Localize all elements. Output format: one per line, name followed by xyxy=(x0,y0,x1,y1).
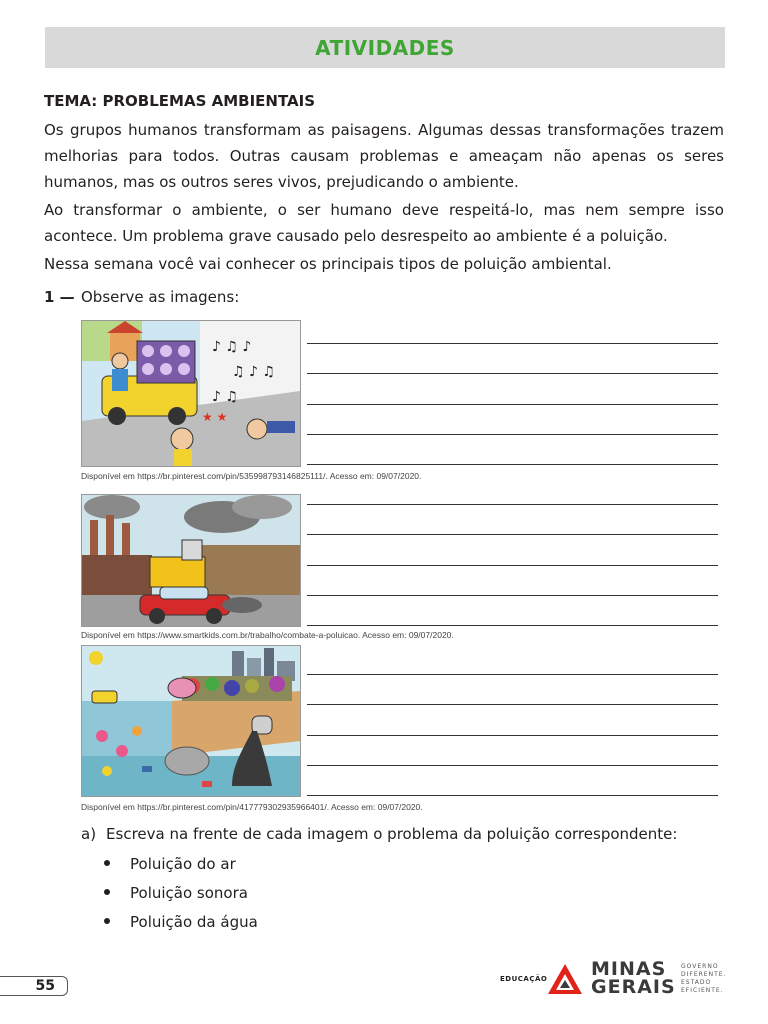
air-pollution-cartoon-image xyxy=(81,494,301,627)
page-number: 55 xyxy=(0,976,68,996)
image-3-caption: Disponível em https://br.pinterest.com/pin/417779302935966401/. Acesso em: 09/07/2020. xyxy=(81,802,423,812)
answer-line[interactable] xyxy=(307,595,718,596)
answer-line[interactable] xyxy=(307,795,718,796)
sub-question-a xyxy=(81,825,677,843)
answer-line[interactable] xyxy=(307,464,718,465)
question-text: Observe as imagens: xyxy=(81,288,240,306)
bullet-icon xyxy=(104,889,110,895)
intro-paragraph-2: Ao transformar o ambiente, o ser humano deve respeitá-lo, mas nem sempre isso acontece. Um problema grave causado pelo desrespeito ao ambiente é a poluição. xyxy=(44,201,724,245)
answer-line[interactable] xyxy=(307,625,718,626)
minas-gerais-logo xyxy=(500,960,730,1000)
image-1-caption: Disponível em https://br.pinterest.com/pin/535998793146825111/. Acesso em: 09/07/2020. xyxy=(81,471,422,481)
image-2-caption: Disponível em https://www.smartkids.com.br/trabalho/combate-a-poluicao. Acesso em: 09/07/2020. xyxy=(81,630,454,640)
answer-line[interactable] xyxy=(307,704,718,705)
government-slogan: GOVERNO DIFERENTE. ESTADO EFICIENTE. xyxy=(681,963,727,994)
bullet-icon xyxy=(104,918,110,924)
list-item: Poluição da água xyxy=(104,910,258,939)
answer-line[interactable] xyxy=(307,565,718,566)
answer-line[interactable] xyxy=(307,404,718,405)
logo-wordmark: MINAS GERAIS xyxy=(591,958,676,998)
water-pollution-cartoon-image xyxy=(81,645,301,797)
list-item: Poluição do ar xyxy=(104,852,258,881)
education-label: EDUCAÇÃO xyxy=(500,975,548,983)
answer-line[interactable] xyxy=(307,373,718,374)
list-item: Poluição sonora xyxy=(104,881,258,910)
bullet-icon xyxy=(104,860,110,866)
answer-line[interactable] xyxy=(307,534,718,535)
answer-line[interactable] xyxy=(307,343,718,344)
svg-text:♪ ♫: ♪ ♫ xyxy=(212,389,238,405)
svg-text:★ ★: ★ ★ xyxy=(202,410,228,424)
sub-question-label: a) xyxy=(81,825,97,843)
question-number: 1 — xyxy=(44,288,75,306)
answer-line[interactable] xyxy=(307,434,718,435)
intro-paragraph-1: Os grupos humanos transformam as paisagens. Algumas dessas transformações trazem melhorias para todos. Outras causam problemas e ameaçam não apenas os seres humanos, mas os outros seres vivos, prejudicando o ambiente. xyxy=(44,121,724,191)
svg-text:♪ ♫ ♪: ♪ ♫ ♪ xyxy=(212,339,252,355)
svg-text:♫ ♪ ♫: ♫ ♪ ♫ xyxy=(232,364,275,380)
page-title: ATIVIDADES xyxy=(315,35,455,60)
options-list xyxy=(104,852,258,939)
intro-paragraph-3: Nessa semana você vai conhecer os principais tipos de poluição ambiental. xyxy=(44,255,612,273)
minas-gerais-triangle-icon xyxy=(548,964,582,994)
answer-line[interactable] xyxy=(307,735,718,736)
answer-line[interactable] xyxy=(307,765,718,766)
header-bar xyxy=(45,27,725,68)
theme-heading: TEMA: PROBLEMAS AMBIENTAIS xyxy=(44,92,316,110)
noise-pollution-cartoon-image xyxy=(81,320,301,467)
sub-question-text: Escreva na frente de cada imagem o problema da poluição correspondente: xyxy=(106,825,678,843)
answer-line[interactable] xyxy=(307,504,718,505)
answer-line[interactable] xyxy=(307,674,718,675)
